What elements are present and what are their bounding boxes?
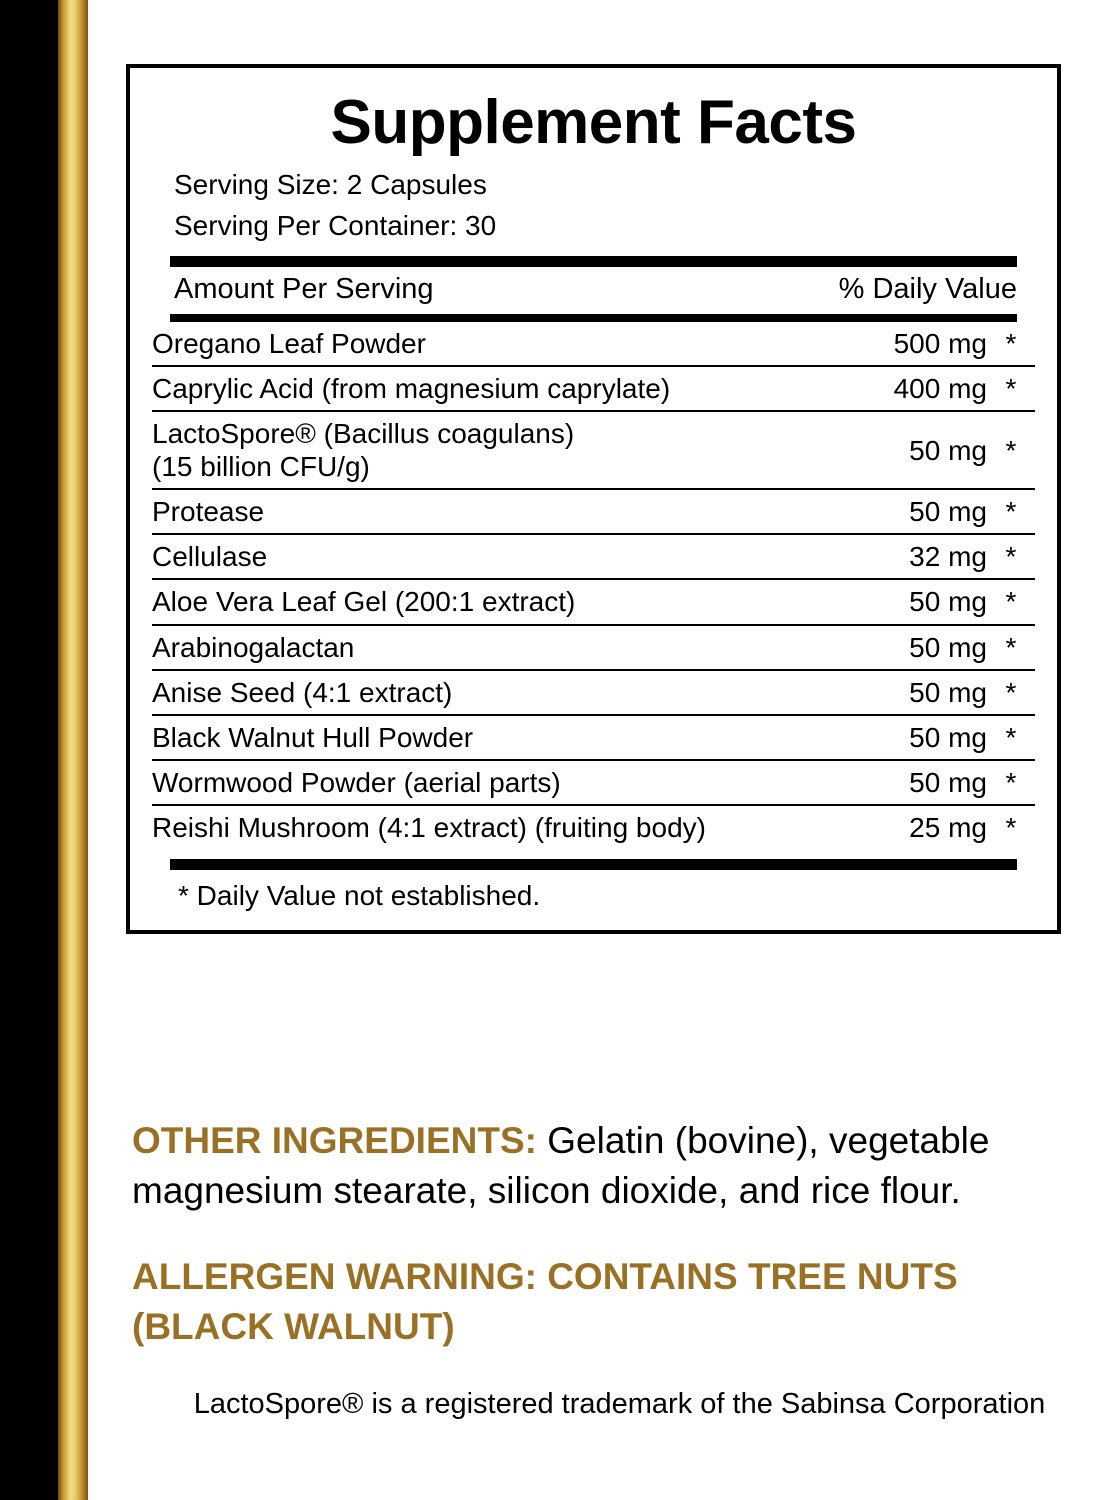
table-row (152, 411, 1035, 489)
ingredient-name (152, 534, 857, 579)
table-row (152, 579, 1035, 624)
allergen-warning: ALLERGEN WARNING: CONTAINS TREE NUTS (BLACK WALNUT) (132, 1256, 958, 1347)
ingredient-name-text: Aloe Vera Leaf Gel (200:1 extract) (152, 586, 576, 618)
serving-size: Serving Size: 2 Capsules (174, 169, 487, 201)
ingredient-amount: 25 mg (909, 811, 987, 843)
table-row (152, 760, 1035, 805)
table-header-row (152, 267, 1035, 314)
ingredient-name-text: Cellulase (152, 541, 268, 573)
ingredient-amount: 50 mg (857, 579, 987, 624)
ingredient-daily-value: * (987, 534, 1035, 579)
ingredient-name-text: Anise Seed (4:1 extract) (152, 676, 453, 708)
table-row (152, 366, 1035, 411)
other-ingredients-label: OTHER INGREDIENTS: (132, 1120, 537, 1161)
ingredient-amount: 400 mg (857, 366, 987, 411)
page-title: Supplement Facts (330, 88, 857, 157)
ingredient-amount: 32 mg (857, 534, 987, 579)
ingredients-table (152, 322, 1035, 848)
ingredient-name-text: Reishi Mushroom (4:1 extract) (fruiting body) (152, 811, 706, 843)
divider-thick-top (170, 256, 1017, 267)
divider-med-header (170, 314, 1017, 322)
table-row (152, 625, 1035, 670)
ingredient-amount: 50 mg (857, 760, 987, 805)
ingredient-daily-value: * (987, 366, 1035, 411)
other-ingredients-text: Gelatin (bovine), vegetable magnesium stearate, silicon dioxide, and rice flour. (132, 1120, 990, 1211)
ingredient-daily-value: * (987, 625, 1035, 670)
table-row (152, 322, 1035, 366)
table-row (152, 670, 1035, 715)
ingredient-daily-value: * (987, 489, 1035, 534)
ingredient-amount: 50 mg (857, 670, 987, 715)
ingredient-amount: 50 mg (857, 489, 987, 534)
label-content (114, 0, 1099, 1500)
ingredient-name (152, 489, 857, 534)
ingredient-name (152, 670, 857, 715)
ingredient-daily-value: * (987, 579, 1035, 624)
trademark-notice: LactoSpore® is a registered trademark of the Sabinsa Corporation (193, 1388, 1046, 1420)
ingredient-name-text: Wormwood Powder (aerial parts) (152, 766, 561, 798)
ingredient-amount: 50 mg (857, 625, 987, 670)
table-row (152, 715, 1035, 760)
ingredient-daily-value: * (1005, 811, 1017, 843)
left-black-border (0, 0, 58, 1500)
ingredient-name (152, 625, 857, 670)
table-row (152, 534, 1035, 579)
left-gold-stripe (58, 0, 88, 1500)
ingredient-name (152, 366, 857, 411)
ingredient-name-text: LactoSpore® (Bacillus coagulans) (152, 418, 575, 450)
ingredient-amount: 500 mg (857, 322, 987, 366)
ingredient-name-text: Protease (152, 496, 265, 528)
ingredient-daily-value: * (987, 715, 1035, 760)
ingredient-name (152, 322, 857, 366)
divider-thick-bottom (170, 859, 1017, 870)
ingredient-amount: 50 mg (857, 715, 987, 760)
ingredient-name (152, 411, 857, 489)
ingredient-name (152, 760, 857, 805)
left-white-gap (88, 0, 114, 1500)
ingredient-subtext: (15 billion CFU/g) (152, 451, 370, 483)
table-row (152, 805, 1035, 849)
ingredient-name (152, 715, 857, 760)
servings-per-container: Serving Per Container: 30 (174, 209, 497, 241)
daily-value-footnote: * Daily Value not established. (178, 879, 541, 911)
ingredient-daily-value: * (987, 760, 1035, 805)
table-row (152, 489, 1035, 534)
ingredient-daily-value: * (987, 411, 1035, 489)
amount-per-serving-header: Amount Per Serving (174, 273, 434, 306)
ingredient-name-text: Black Walnut Hull Powder (152, 721, 474, 753)
supplement-facts-panel (126, 64, 1061, 934)
ingredient-daily-value: * (987, 322, 1035, 366)
ingredient-name-text: Caprylic Acid (from magnesium caprylate) (152, 373, 671, 405)
other-ingredients-block (132, 1116, 1092, 1216)
ingredient-name (152, 805, 857, 849)
ingredient-daily-value: * (987, 670, 1035, 715)
ingredient-name (152, 579, 857, 624)
ingredient-amount: 50 mg (857, 411, 987, 489)
daily-value-header: % Daily Value (838, 273, 1017, 306)
ingredient-name-text: Arabinogalactan (152, 631, 355, 663)
ingredient-name-text: Oregano Leaf Powder (152, 328, 426, 360)
